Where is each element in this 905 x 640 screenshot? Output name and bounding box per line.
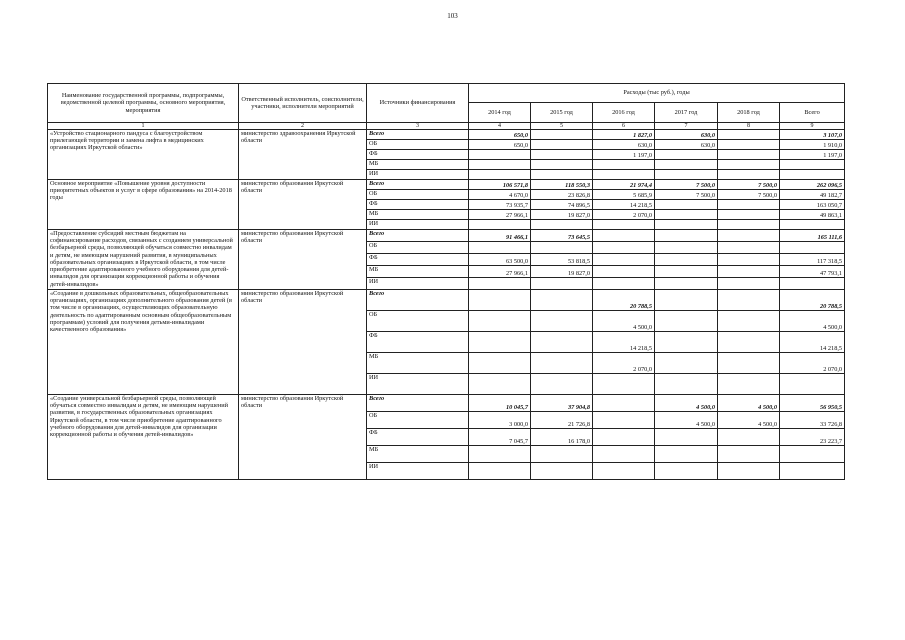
- funding-source: ИИ: [367, 220, 469, 230]
- funding-source: Всего: [367, 180, 469, 190]
- funding-source: ФБ: [367, 254, 469, 266]
- header-year: 2016 год: [593, 103, 655, 123]
- year-value: 2 070,0: [593, 353, 655, 374]
- funding-source: ОБ: [367, 190, 469, 200]
- year-value: [718, 446, 780, 463]
- year-value: 4 500,0: [718, 395, 780, 412]
- year-value: 4 500,0: [655, 412, 718, 429]
- year-value: 91 466,1: [469, 230, 531, 242]
- year-value: [655, 446, 718, 463]
- year-value: [655, 463, 718, 480]
- funding-source: ФБ: [367, 150, 469, 160]
- year-value: [718, 311, 780, 332]
- year-value: 4 670,0: [469, 190, 531, 200]
- year-value: [469, 242, 531, 254]
- column-number: 7: [655, 123, 718, 130]
- budget-body: [48, 130, 845, 480]
- total-value: [780, 446, 845, 463]
- year-value: [593, 242, 655, 254]
- year-value: 5 685,9: [593, 190, 655, 200]
- year-value: [655, 150, 718, 160]
- program-responsible: министерство образования Иркутской области: [239, 290, 367, 395]
- year-value: [718, 242, 780, 254]
- year-value: 3 000,0: [469, 412, 531, 429]
- year-value: [469, 150, 531, 160]
- year-value: [469, 290, 531, 311]
- column-number: 8: [718, 123, 780, 130]
- year-value: [718, 278, 780, 290]
- year-value: [718, 220, 780, 230]
- table-row: [48, 395, 845, 412]
- year-value: 630,0: [655, 140, 718, 150]
- year-value: [469, 160, 531, 170]
- year-value: 630,0: [655, 130, 718, 140]
- table-row: [48, 230, 845, 242]
- year-value: [718, 353, 780, 374]
- year-value: [655, 210, 718, 220]
- year-value: [469, 278, 531, 290]
- year-value: [531, 290, 593, 311]
- year-value: [593, 220, 655, 230]
- year-value: [655, 311, 718, 332]
- year-value: 19 827,0: [531, 210, 593, 220]
- total-value: 47 793,1: [780, 266, 845, 278]
- total-value: [780, 160, 845, 170]
- funding-source: Всего: [367, 130, 469, 140]
- program-name: Основное мероприятие «Повышение уровня доступности приоритетных объектов и услуг в сфере образования» на 2014-2018 годы: [48, 180, 239, 230]
- header-year: 2015 год: [531, 103, 593, 123]
- year-value: [655, 254, 718, 266]
- year-value: [469, 463, 531, 480]
- year-value: [718, 463, 780, 480]
- year-value: [655, 220, 718, 230]
- year-value: [531, 220, 593, 230]
- year-value: 118 550,3: [531, 180, 593, 190]
- program-responsible: министерство образования Иркутской области: [239, 230, 367, 290]
- year-value: [718, 140, 780, 150]
- total-value: 49 182,7: [780, 190, 845, 200]
- budget-table: [47, 83, 845, 480]
- column-number: 5: [531, 123, 593, 130]
- year-value: 7 045,7: [469, 429, 531, 446]
- total-value: 262 096,5: [780, 180, 845, 190]
- total-value: [780, 463, 845, 480]
- year-value: [718, 150, 780, 160]
- year-value: [655, 160, 718, 170]
- year-value: [655, 230, 718, 242]
- column-number: 2: [239, 123, 367, 130]
- funding-source: ИИ: [367, 170, 469, 180]
- year-value: 106 571,8: [469, 180, 531, 190]
- year-value: [655, 170, 718, 180]
- program-name: «Устройство стационарного пандуса с благоустройством прилегающей территории и замена лифта в медицинских организациях Иркутской области»: [48, 130, 239, 180]
- program-name: «Создание в дошкольных образовательных, общеобразовательных организациях, организациях дополнительного образования детей (в том числе в организациях, осуществляющих образовательную деятельность по адаптированным основным общеобразовательным программам) условий для получения детьми-инвалидами качественного образования»: [48, 290, 239, 395]
- year-value: [718, 130, 780, 140]
- year-value: [531, 278, 593, 290]
- column-number: 4: [469, 123, 531, 130]
- funding-source: ФБ: [367, 200, 469, 210]
- year-value: 2 070,0: [593, 210, 655, 220]
- year-value: [531, 160, 593, 170]
- funding-source: ИИ: [367, 374, 469, 395]
- year-value: [531, 242, 593, 254]
- year-value: 4 500,0: [655, 395, 718, 412]
- column-number: 6: [593, 123, 655, 130]
- year-value: [718, 266, 780, 278]
- year-value: [469, 311, 531, 332]
- year-value: 63 500,0: [469, 254, 531, 266]
- year-value: [593, 463, 655, 480]
- funding-source: МБ: [367, 160, 469, 170]
- year-value: 23 826,8: [531, 190, 593, 200]
- header-name: Наименование государственной программы, подпрограммы, ведомственной целевой программы, основного мероприятия, мероприятия: [48, 84, 239, 123]
- table-row: [48, 180, 845, 190]
- program-name: «Создание универсальной безбарьерной среды, позволяющей обучаться совместно инвалидам и детям, не имеющим нарушений развития, в государственных образовательных организациях Иркутской области, в том числе приобретение адаптированного учебного оборудования для детей-инвалидов для организации коррекционной работы и обучения детей-инвалидов»: [48, 395, 239, 480]
- year-value: [469, 446, 531, 463]
- year-value: [531, 446, 593, 463]
- program-responsible: министерство образования Иркутской области: [239, 180, 367, 230]
- year-value: [593, 266, 655, 278]
- year-value: 1 827,0: [593, 130, 655, 140]
- total-value: 20 788,5: [780, 290, 845, 311]
- total-value: [780, 278, 845, 290]
- year-value: [655, 332, 718, 353]
- funding-source: ИИ: [367, 278, 469, 290]
- funding-source: ОБ: [367, 242, 469, 254]
- year-value: [531, 130, 593, 140]
- header-year: 2018 год: [718, 103, 780, 123]
- header-year: 2017 год: [655, 103, 718, 123]
- total-value: [780, 170, 845, 180]
- funding-source: ОБ: [367, 412, 469, 429]
- year-value: [655, 242, 718, 254]
- table-row: [48, 290, 845, 311]
- year-value: 27 966,1: [469, 210, 531, 220]
- funding-source: ИИ: [367, 463, 469, 480]
- year-value: [531, 374, 593, 395]
- total-value: 3 107,0: [780, 130, 845, 140]
- year-value: [655, 278, 718, 290]
- total-value: 49 863,1: [780, 210, 845, 220]
- year-value: [655, 374, 718, 395]
- year-value: 53 818,5: [531, 254, 593, 266]
- year-value: [593, 278, 655, 290]
- funding-source: Всего: [367, 230, 469, 242]
- year-value: 16 178,0: [531, 429, 593, 446]
- header-total: Всего: [780, 103, 845, 123]
- year-value: [593, 395, 655, 412]
- year-value: 74 896,5: [531, 200, 593, 210]
- year-value: [655, 353, 718, 374]
- year-value: [593, 374, 655, 395]
- year-value: [718, 210, 780, 220]
- year-value: [469, 353, 531, 374]
- total-value: [780, 220, 845, 230]
- total-value: 1 197,0: [780, 150, 845, 160]
- funding-source: МБ: [367, 210, 469, 220]
- page-number: 103: [447, 12, 458, 20]
- total-value: [780, 374, 845, 395]
- year-value: [469, 374, 531, 395]
- total-value: 163 050,7: [780, 200, 845, 210]
- year-value: [718, 332, 780, 353]
- funding-source: ОБ: [367, 311, 469, 332]
- year-value: [655, 290, 718, 311]
- year-value: 21 974,4: [593, 180, 655, 190]
- funding-source: ФБ: [367, 332, 469, 353]
- table-row: [48, 130, 845, 140]
- year-value: 27 966,1: [469, 266, 531, 278]
- year-value: [655, 200, 718, 210]
- header-sources: Источники финансирования: [367, 84, 469, 123]
- year-value: [655, 266, 718, 278]
- total-value: 1 910,0: [780, 140, 845, 150]
- year-value: [531, 311, 593, 332]
- year-value: [469, 332, 531, 353]
- column-number: 9: [780, 123, 845, 130]
- year-value: [593, 160, 655, 170]
- total-value: 23 223,7: [780, 429, 845, 446]
- year-value: [531, 140, 593, 150]
- year-value: [531, 150, 593, 160]
- year-value: 20 788,5: [593, 290, 655, 311]
- total-value: 4 500,0: [780, 311, 845, 332]
- year-value: 630,0: [593, 140, 655, 150]
- year-value: 650,0: [469, 140, 531, 150]
- header-responsible: Ответственный исполнитель, соисполнители, участники, исполнители мероприятий: [239, 84, 367, 123]
- year-value: 7 500,0: [718, 190, 780, 200]
- year-value: [531, 332, 593, 353]
- year-value: 7 500,0: [655, 180, 718, 190]
- year-value: [593, 254, 655, 266]
- year-value: 4 500,0: [593, 311, 655, 332]
- year-value: 73 645,5: [531, 230, 593, 242]
- program-name: «Предоставление субсидий местным бюджетам на софинансирование расходов, связанных с созданием универсальной безбарьерной среды, позволяющей обучаться совместно инвалидам и детям, не имеющим нарушений развития, в муниципальных образовательных организациях в Иркутской области, в том числе приобретение адаптированного учебного оборудования для детей-инвалидов для организации коррекционной работы и обучения детей-инвалидов»: [48, 230, 239, 290]
- year-value: [531, 170, 593, 180]
- total-value: [780, 242, 845, 254]
- year-value: 19 827,0: [531, 266, 593, 278]
- header-year: 2014 год: [469, 103, 531, 123]
- year-value: [718, 290, 780, 311]
- year-value: [593, 230, 655, 242]
- year-value: [593, 412, 655, 429]
- year-value: [718, 230, 780, 242]
- funding-source: ОБ: [367, 140, 469, 150]
- funding-source: МБ: [367, 266, 469, 278]
- funding-source: Всего: [367, 395, 469, 412]
- funding-source: МБ: [367, 353, 469, 374]
- year-value: 14 218,5: [593, 200, 655, 210]
- column-number: 3: [367, 123, 469, 130]
- total-value: 2 070,0: [780, 353, 845, 374]
- year-value: [531, 463, 593, 480]
- total-value: 33 726,8: [780, 412, 845, 429]
- year-value: 7 500,0: [655, 190, 718, 200]
- header-expenses: Расходы (тыс руб.), годы: [469, 84, 845, 103]
- year-value: [593, 446, 655, 463]
- year-value: 14 218,5: [593, 332, 655, 353]
- year-value: [469, 170, 531, 180]
- year-value: [718, 374, 780, 395]
- funding-source: ФБ: [367, 429, 469, 446]
- year-value: [655, 429, 718, 446]
- program-responsible: министерство здравоохранения Иркутской области: [239, 130, 367, 180]
- program-responsible: министерство образования Иркутской области: [239, 395, 367, 480]
- year-value: 650,0: [469, 130, 531, 140]
- funding-source: МБ: [367, 446, 469, 463]
- year-value: [718, 429, 780, 446]
- year-value: 1 197,0: [593, 150, 655, 160]
- year-value: [593, 429, 655, 446]
- year-value: 37 904,8: [531, 395, 593, 412]
- funding-source: Всего: [367, 290, 469, 311]
- total-value: 117 318,5: [780, 254, 845, 266]
- column-number: 1: [48, 123, 239, 130]
- year-value: 7 500,0: [718, 180, 780, 190]
- total-value: 56 950,5: [780, 395, 845, 412]
- year-value: 4 500,0: [718, 412, 780, 429]
- total-value: 14 218,5: [780, 332, 845, 353]
- year-value: 21 726,8: [531, 412, 593, 429]
- year-value: 73 935,7: [469, 200, 531, 210]
- year-value: [718, 160, 780, 170]
- year-value: [531, 353, 593, 374]
- year-value: [469, 220, 531, 230]
- year-value: [718, 254, 780, 266]
- year-value: 10 045,7: [469, 395, 531, 412]
- year-value: [718, 170, 780, 180]
- year-value: [718, 200, 780, 210]
- year-value: [593, 170, 655, 180]
- total-value: 165 111,6: [780, 230, 845, 242]
